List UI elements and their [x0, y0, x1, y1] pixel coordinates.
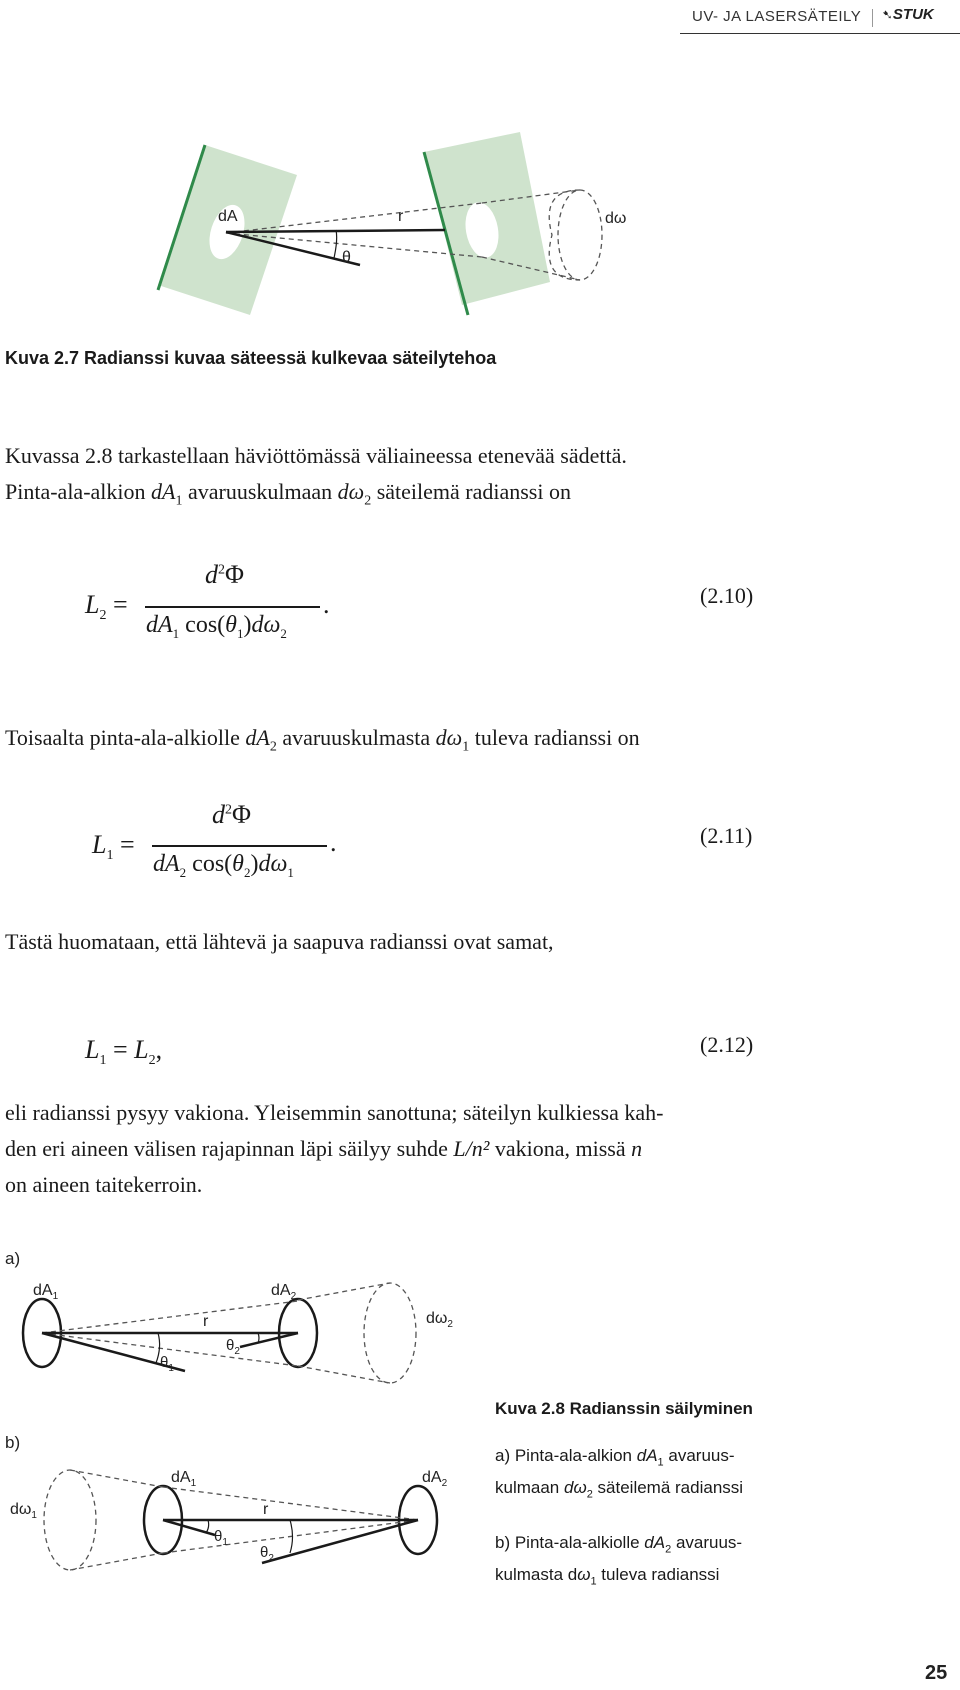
equation-2-10-dot: .: [323, 590, 330, 619]
part-a-label-theta1: $\theta_1$: [160, 1354, 174, 1374]
equation-2-11-denominator: $dA_2$ $\cos(\theta_2)d\omega_1$: [153, 851, 294, 880]
paragraph-4-line-1: eli radianssi pysyy vakiona. Yleisemmin sanottuna; säteilyn kulkiessa kah-: [5, 1100, 664, 1125]
paragraph-1: [5, 438, 955, 519]
figure-2-8a-diagram: [0, 1245, 960, 1385]
paragraph-4: [5, 1095, 955, 1203]
figure-2-8-caption-b-line-1: b) Pinta-ala-alkiolle $dA_2$ avaruus-: [495, 1532, 743, 1556]
equation-2-10-lhs: $L_2$ =: [85, 590, 128, 624]
stuk-logo: ➷STUK: [882, 6, 934, 23]
figure-2-8b-diagram: [0, 1425, 480, 1575]
part-b-tag: b): [5, 1433, 21, 1452]
paragraph-2: Toisaalta pinta-ala-alkiolle $dA_2$ avaruuskulmasta $d\omega_1$ tuleva radianssi on: [5, 725, 640, 755]
running-header: UV- JA LASERSÄTEILY: [692, 8, 862, 25]
logo-text: STUK: [892, 6, 934, 23]
part-b-label-theta2: $\theta_2$: [260, 1544, 274, 1564]
equation-2-12: $L_1 = L_2$,: [85, 1035, 163, 1069]
paragraph-4-line-3: on aineen taitekerroin.: [5, 1172, 203, 1197]
paragraph-1-line-1: Kuvassa 2.8 tarkastellaan häviöttömässä väliaineessa etenevää sädettä.: [5, 443, 627, 468]
paragraph-4-line-2: den eri aineen välisen rajapinnan läpi säilyy suhde L/n² vakiona, missä n: [5, 1136, 643, 1161]
part-b-theta1-arc: [206, 1520, 209, 1533]
part-a-ray-upper: [42, 1301, 298, 1333]
equation-2-10-number: (2.10): [700, 583, 754, 608]
part-a-label-r: r: [203, 1313, 209, 1330]
figure-2-8-caption: [495, 1396, 935, 1595]
part-b-label-theta1: $\theta_1$: [214, 1528, 228, 1548]
part-a-label-dA2: $dA_2$: [271, 1282, 297, 1302]
part-b-cone-lower: [70, 1553, 163, 1570]
part-a-theta2-arc: [258, 1333, 259, 1343]
theta-arc: [334, 230, 337, 258]
label-r: r: [398, 208, 404, 225]
part-a-label-dA1: $dA_1$: [33, 1282, 59, 1302]
header-rule: [680, 33, 960, 34]
equation-2-10-numerator: $d^2\Phi$: [205, 560, 245, 589]
equation-2-12-number: (2.12): [700, 1032, 754, 1057]
label-theta: θ: [342, 249, 351, 266]
part-b-normal-2: [262, 1520, 418, 1563]
label-dw: dω: [605, 210, 627, 227]
header-divider: [872, 9, 873, 27]
equation-2-11-dot: .: [330, 828, 337, 857]
figure-2-8-caption-b-line-2: kulmasta $d\omega_1$ tuleva radianssi: [495, 1565, 720, 1588]
figure-2-8-caption-a-line-2: kulmaan $d\omega_2$ säteilemä radianssi: [495, 1478, 744, 1501]
part-b-label-dA1: $dA_1$: [171, 1469, 197, 1489]
solid-angle-cone-base: [558, 190, 602, 280]
part-a-cone-base: [364, 1283, 416, 1383]
equation-2-11-fraction-bar: [152, 845, 327, 847]
equation-2-11-numerator: $d^2\Phi$: [212, 800, 252, 829]
part-b-label-dA2: $dA_2$: [422, 1469, 448, 1489]
equation-2-11-number: (2.11): [700, 823, 753, 848]
label-dA: dA: [218, 208, 238, 225]
part-a-tag: a): [5, 1249, 21, 1268]
paragraph-1-line-2: Pinta-ala-alkion $dA_1$ avaruuskulmaan $d\omega_2$ säteilemä radianssi on: [5, 479, 571, 509]
equation-2-10-fraction-bar: [145, 606, 320, 608]
equation-2-11-lhs: $L_1$ =: [92, 830, 135, 864]
part-b-label-r: r: [263, 1501, 269, 1518]
part-b-ray-upper: [163, 1487, 418, 1520]
equation-2-10-denominator: $dA_1$ $\cos(\theta_1)d\omega_2$: [146, 612, 287, 641]
part-a-cone-lower: [298, 1366, 390, 1383]
part-b-label-dw1: $d\omega_1$: [10, 1501, 37, 1521]
figure-2-7-diagram: [0, 130, 960, 330]
page-number: 25: [925, 1662, 948, 1684]
part-a-normal-2: [240, 1333, 298, 1347]
part-b-ray-lower: [163, 1520, 418, 1553]
paragraph-3: Tästä huomataan, että lähtevä ja saapuva radianssi ovat samat,: [5, 929, 554, 954]
part-b-normal-1: [163, 1520, 215, 1535]
part-a-label-dw2: $d\omega_2$: [426, 1310, 453, 1330]
part-a-label-theta2: $\theta_2$: [226, 1337, 240, 1357]
figure-2-8-caption-title: Kuva 2.8 Radianssin säilyminen: [495, 1399, 753, 1418]
figure-2-7-caption: Kuva 2.7 Radianssi kuvaa säteessä kulkevaa säteilytehoa: [5, 348, 497, 368]
part-b-cone-base: [44, 1470, 96, 1570]
figure-2-8-caption-a-line-1: a) Pinta-ala-alkion $dA_1$ avaruus-: [495, 1446, 735, 1469]
